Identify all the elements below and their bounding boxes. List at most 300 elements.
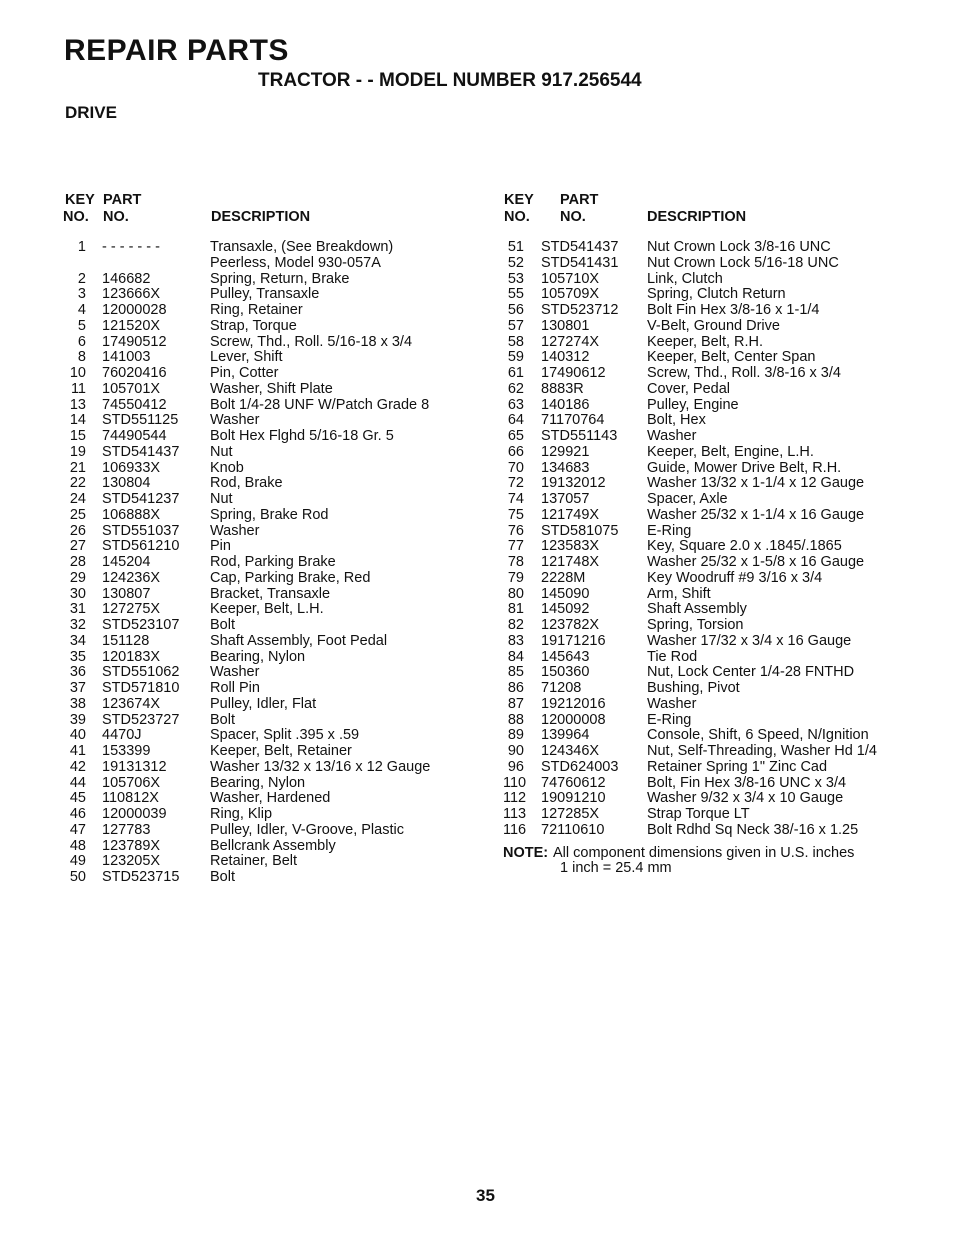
part-number: 12000028: [102, 302, 167, 318]
table-row: [62, 303, 482, 319]
part-description: Keeper, Belt, Retainer: [210, 743, 352, 759]
table-header: [62, 192, 482, 240]
part-number: STD523712: [541, 302, 619, 318]
table-row: [62, 618, 482, 634]
key-number: 55: [507, 286, 524, 303]
key-number: 56: [507, 302, 524, 318]
part-description: E-Ring: [647, 711, 692, 728]
part-description: Washer 17/32 x 3/4 x 16 Gauge: [647, 632, 852, 649]
part-description: Bolt: [210, 617, 235, 633]
part-description: Washer: [210, 522, 260, 539]
table-row: [62, 713, 482, 729]
table-row: [503, 461, 923, 477]
part-number: 17490512: [102, 333, 167, 350]
part-description: Pulley, Transaxle: [210, 286, 320, 303]
key-number: 4: [77, 302, 86, 318]
key-number: 26: [69, 522, 86, 539]
part-number: 137057: [541, 491, 590, 507]
part-description: Washer: [647, 695, 697, 712]
table-row: [62, 335, 482, 351]
part-number: 141003: [102, 349, 151, 366]
table-row: [503, 634, 923, 650]
key-number: 6: [77, 333, 86, 350]
part-number: 124346X: [541, 743, 600, 759]
part-description: Retainer, Belt: [210, 853, 298, 870]
part-description: Bolt, Fin Hex 3/8-16 UNC x 3/4: [647, 774, 847, 791]
table-row: [62, 287, 482, 303]
table-row: [62, 461, 482, 477]
part-description: Rod, Brake: [210, 475, 283, 492]
part-number: STD541237: [102, 491, 180, 507]
table-row: [503, 476, 923, 492]
part-description: Key, Square 2.0 x .1845/.1865: [647, 538, 842, 555]
part-description: Peerless, Model 930-057A: [210, 254, 381, 271]
part-description: Washer, Hardened: [210, 790, 331, 807]
part-number: 153399: [102, 743, 151, 759]
parts-table-left: [62, 192, 482, 886]
key-number: 86: [507, 680, 524, 696]
table-row: [62, 524, 482, 540]
part-number: 71170764: [541, 412, 605, 429]
key-number: 79: [507, 569, 524, 586]
part-number: STD541431: [541, 254, 619, 271]
table-row: [62, 445, 482, 461]
key-number: 96: [507, 758, 524, 775]
key-number: 36: [69, 664, 86, 681]
section-heading: DRIVE: [65, 103, 117, 122]
part-number: 127783: [102, 821, 151, 838]
part-number: 145643: [541, 648, 590, 665]
table-row: [503, 618, 923, 634]
part-description: Shaft Assembly, Foot Pedal: [210, 632, 388, 649]
table-row: [503, 319, 923, 335]
key-number: 66: [507, 443, 524, 460]
key-number: 83: [507, 632, 524, 649]
part-header-top: PART: [560, 192, 599, 208]
key-number: 38: [69, 695, 86, 712]
part-description: Nut Crown Lock 5/16-18 UNC: [647, 254, 839, 271]
part-number: STD551037: [102, 522, 180, 539]
key-number: 44: [69, 774, 86, 791]
table-row: [62, 602, 482, 618]
key-number: 24: [69, 491, 86, 507]
key-number: 45: [69, 790, 86, 807]
key-number: 10: [69, 365, 86, 381]
part-number: STD551062: [102, 664, 180, 681]
part-number: 110812X: [102, 790, 159, 807]
key-number: 25: [69, 506, 86, 523]
table-row: [62, 319, 482, 335]
key-number: 34: [69, 632, 86, 649]
part-description: Pin: [210, 538, 231, 555]
part-number: STD561210: [102, 538, 180, 555]
key-number: 61: [507, 365, 524, 381]
table-row: [62, 760, 482, 776]
key-number: 28: [69, 554, 86, 570]
key-number: 13: [69, 396, 86, 413]
table-row: [503, 728, 923, 744]
part-number: 130804: [102, 475, 151, 492]
part-number: 123789X: [102, 837, 161, 854]
table-row: [503, 508, 923, 524]
table-row: [62, 807, 482, 823]
table-row: [62, 382, 482, 398]
part-number: 123674X: [102, 695, 161, 712]
key-number: 87: [507, 695, 524, 712]
table-row: [503, 445, 923, 461]
table-row: [503, 272, 923, 288]
part-description: Washer 13/32 x 13/16 x 12 Gauge: [210, 758, 431, 775]
table-row: [62, 539, 482, 555]
part-number: 19212016: [541, 695, 606, 712]
part-number: 4470J: [102, 727, 142, 744]
part-description: Link, Clutch: [647, 270, 723, 287]
key-number: 116: [503, 821, 527, 838]
part-description: Rod, Parking Brake: [210, 554, 336, 570]
part-description: Washer: [647, 428, 697, 444]
part-description: Cover, Pedal: [647, 380, 731, 397]
key-number: 57: [507, 317, 524, 334]
table-row: [503, 665, 923, 681]
part-header-top: PART: [103, 192, 142, 208]
part-number: STD551143: [541, 428, 618, 444]
table-row: [503, 760, 923, 776]
key-number: 2: [77, 270, 86, 287]
part-number: 74490544: [102, 428, 167, 444]
part-number: STD541437: [102, 443, 180, 460]
part-number: 146682: [102, 270, 151, 287]
key-number: 21: [69, 459, 86, 476]
key-number: 29: [69, 569, 86, 586]
part-description: Keeper, Belt, R.H.: [647, 333, 764, 350]
table-row: [62, 744, 482, 760]
table-row: [62, 476, 482, 492]
part-number: 140312: [541, 349, 590, 366]
key-number: 39: [69, 711, 86, 728]
part-number: STD571810: [102, 680, 180, 696]
table-row: [62, 429, 482, 445]
part-number: STD541437: [541, 239, 619, 255]
key-number: 51: [507, 239, 524, 255]
part-description: Washer 9/32 x 3/4 x 10 Gauge: [647, 790, 844, 807]
part-description: Arm, Shift: [647, 585, 711, 602]
key-number: 50: [69, 869, 86, 885]
key-number: 110: [503, 774, 527, 791]
part-description: Spring, Torsion: [647, 617, 744, 633]
note-line-2: 1 inch = 25.4 mm: [560, 860, 672, 877]
part-description: Nut, Self-Threading, Washer Hd 1/4: [647, 743, 877, 759]
key-number: 81: [507, 601, 524, 618]
part-number: STD523727: [102, 711, 180, 728]
part-description: Bolt Hex Flghd 5/16-18 Gr. 5: [210, 428, 394, 444]
table-row: [62, 870, 482, 886]
table-row: [503, 366, 923, 382]
table-row: [62, 492, 482, 508]
table-row: [62, 398, 482, 414]
table-row: [62, 839, 482, 855]
part-number: 105701X: [102, 380, 161, 397]
table-row: [62, 791, 482, 807]
part-number: 121748X: [541, 554, 600, 570]
part-header-bottom: NO.: [560, 209, 586, 225]
key-number: 8: [77, 349, 86, 366]
part-description: Bolt: [210, 711, 235, 728]
part-description: Guide, Mower Drive Belt, R.H.: [647, 459, 842, 476]
part-number: - - - - - - -: [102, 239, 160, 255]
key-number: 80: [507, 585, 524, 602]
part-number: STD523715: [102, 869, 180, 885]
parts-list-right: [503, 240, 923, 839]
part-number: 134683: [541, 459, 590, 476]
key-number: 75: [507, 506, 524, 523]
key-number: 15: [69, 428, 86, 444]
part-description: Spacer, Axle: [647, 491, 728, 507]
part-description: Pin, Cotter: [210, 365, 279, 381]
key-number: 76: [507, 522, 524, 539]
part-description: Nut: [210, 443, 233, 460]
part-description: Spring, Return, Brake: [210, 270, 350, 287]
table-row: [503, 807, 923, 823]
part-description: Keeper, Belt, L.H.: [210, 601, 324, 618]
part-number: 76020416: [102, 365, 167, 381]
table-row: [503, 350, 923, 366]
table-row: [503, 587, 923, 603]
key-number: 85: [507, 664, 524, 681]
key-number: 89: [507, 727, 524, 744]
part-number: 106888X: [102, 506, 161, 523]
key-number: 112: [503, 790, 527, 807]
table-row: [503, 398, 923, 414]
table-row: [503, 744, 923, 760]
part-number: 19091210: [541, 790, 606, 807]
key-number: 58: [507, 333, 524, 350]
note-text: [553, 846, 854, 878]
key-number: 53: [507, 270, 524, 287]
key-header-bottom: NO.: [63, 209, 89, 225]
part-description: Washer 25/32 x 1-5/8 x 16 Gauge: [647, 554, 865, 570]
key-header-bottom: NO.: [504, 209, 530, 225]
table-row: [62, 256, 482, 272]
key-number: 64: [507, 412, 524, 429]
part-description: Nut, Lock Center 1/4-28 FNTHD: [647, 664, 855, 681]
table-row: [503, 303, 923, 319]
key-number: 70: [507, 459, 524, 476]
table-row: [62, 366, 482, 382]
table-row: [62, 697, 482, 713]
part-number: 123205X: [102, 853, 161, 870]
part-description: Washer, Shift Plate: [210, 380, 333, 397]
key-number: 52: [507, 254, 524, 271]
part-description: Shaft Assembly: [647, 601, 747, 618]
table-row: [62, 728, 482, 744]
part-number: 150360: [541, 664, 590, 681]
model-subtitle: TRACTOR - - MODEL NUMBER 917.256544: [258, 70, 642, 91]
part-description: E-Ring: [647, 522, 692, 539]
table-row: [503, 571, 923, 587]
key-number: 42: [69, 758, 86, 775]
table-row: [503, 555, 923, 571]
table-row: [62, 587, 482, 603]
table-row: [503, 681, 923, 697]
table-row: [503, 382, 923, 398]
table-row: [503, 602, 923, 618]
key-number: 49: [69, 853, 86, 870]
part-description: Washer: [210, 412, 260, 429]
table-row: [503, 776, 923, 792]
table-row: [503, 429, 923, 445]
table-row: [503, 539, 923, 555]
part-description: Ring, Klip: [210, 806, 273, 822]
key-number: 22: [69, 475, 86, 492]
table-row: [62, 240, 482, 256]
part-number: 12000008: [541, 711, 606, 728]
part-number: 130807: [102, 585, 151, 602]
key-header-top: KEY: [65, 192, 95, 208]
part-description: Spacer, Split .395 x .59: [210, 727, 360, 744]
part-description: Knob: [210, 459, 244, 476]
key-number: 14: [69, 412, 86, 429]
part-number: 123666X: [102, 286, 161, 303]
part-number: 105709X: [541, 286, 600, 303]
part-description: Key Woodruff #9 3/16 x 3/4: [647, 569, 823, 586]
table-row: [62, 508, 482, 524]
key-number: 31: [69, 601, 86, 618]
key-number: 1: [77, 239, 86, 255]
table-row: [503, 823, 923, 839]
part-number: 145090: [541, 585, 590, 602]
part-description: Bushing, Pivot: [647, 680, 740, 696]
part-number: 130801: [541, 317, 590, 334]
part-description: Cap, Parking Brake, Red: [210, 569, 371, 586]
part-description: Screw, Thd., Roll. 3/8-16 x 3/4: [647, 365, 841, 381]
part-description: Nut: [210, 491, 233, 507]
part-number: 19131312: [102, 758, 167, 775]
part-number: 127285X: [541, 806, 600, 822]
part-description: Screw, Thd., Roll. 5/16-18 x 3/4: [210, 333, 413, 350]
key-number: 88: [507, 711, 524, 728]
part-number: 17490612: [541, 365, 606, 381]
part-description: Washer: [210, 664, 260, 681]
table-row: [503, 524, 923, 540]
part-number: STD551125: [102, 412, 179, 429]
table-row: [503, 240, 923, 256]
part-description: Bearing, Nylon: [210, 774, 306, 791]
part-description: Strap Torque LT: [647, 806, 750, 822]
key-number: 62: [507, 380, 524, 397]
part-number: STD624003: [541, 758, 619, 775]
part-number: 124236X: [102, 569, 161, 586]
table-row: [62, 650, 482, 666]
table-row: [62, 571, 482, 587]
part-number: 74760612: [541, 774, 606, 791]
part-description: Washer 25/32 x 1-1/4 x 16 Gauge: [647, 506, 865, 523]
key-number: 47: [69, 821, 86, 838]
key-number: 27: [69, 538, 86, 555]
key-number: 30: [69, 585, 86, 602]
key-number: 72: [507, 475, 524, 492]
part-description: Pulley, Engine: [647, 396, 739, 413]
part-description: Keeper, Belt, Engine, L.H.: [647, 443, 814, 460]
key-number: 63: [507, 396, 524, 413]
part-description: Bolt 1/4-28 UNF W/Patch Grade 8: [210, 396, 430, 413]
key-number: 40: [69, 727, 86, 744]
key-header-top: KEY: [504, 192, 534, 208]
part-description: Nut Crown Lock 3/8-16 UNC: [647, 239, 831, 255]
part-description: Bearing, Nylon: [210, 648, 306, 665]
part-number: 106933X: [102, 459, 161, 476]
part-description: Roll Pin: [210, 680, 260, 696]
key-number: 82: [507, 617, 524, 633]
part-description: Pulley, Idler, Flat: [210, 695, 317, 712]
note-label: NOTE:: [503, 844, 549, 861]
part-number: 127275X: [102, 601, 161, 618]
part-number: 72110610: [541, 821, 605, 838]
table-row: [62, 665, 482, 681]
table-row: [62, 555, 482, 571]
key-number: 48: [69, 837, 86, 854]
key-number: 19: [69, 443, 86, 460]
part-description: Bellcrank Assembly: [210, 837, 336, 854]
table-row: [62, 776, 482, 792]
part-description: Keeper, Belt, Center Span: [647, 349, 816, 366]
key-number: 59: [507, 349, 524, 366]
table-row: [503, 492, 923, 508]
part-number: 2228M: [541, 569, 586, 586]
part-number: 120183X: [102, 648, 161, 665]
part-number: 123782X: [541, 617, 600, 633]
part-number: 74550412: [102, 396, 167, 413]
part-description: Retainer Spring 1" Zinc Cad: [647, 758, 828, 775]
part-number: 19171216: [541, 632, 606, 649]
part-number: 123583X: [541, 538, 600, 555]
key-number: 32: [69, 617, 86, 633]
table-row: [503, 713, 923, 729]
table-row: [503, 335, 923, 351]
part-number: 8883R: [541, 380, 584, 397]
key-number: 74: [507, 491, 524, 507]
part-description: V-Belt, Ground Drive: [647, 317, 780, 334]
part-description: Strap, Torque: [210, 317, 297, 334]
part-description: Bolt: [210, 869, 235, 885]
part-description: Bolt Rdhd Sq Neck 38/-16 x 1.25: [647, 821, 859, 838]
table-row: [62, 350, 482, 366]
parts-list-left: [62, 240, 482, 886]
key-number: 84: [507, 648, 524, 665]
key-number: 37: [69, 680, 86, 696]
table-row: [503, 650, 923, 666]
table-row: [62, 634, 482, 650]
part-number: 151128: [102, 632, 150, 649]
part-description: Spring, Clutch Return: [647, 286, 786, 303]
table-header: [503, 192, 923, 240]
note-line-1: All component dimensions given in U.S. inches: [553, 844, 855, 861]
part-header-bottom: NO.: [103, 209, 129, 225]
key-number: 5: [77, 317, 86, 334]
part-description: Console, Shift, 6 Speed, N/Ignition: [647, 727, 869, 744]
part-number: 12000039: [102, 806, 167, 822]
key-number: 65: [507, 428, 524, 444]
table-row: [503, 791, 923, 807]
part-description: Transaxle, (See Breakdown): [210, 239, 394, 255]
key-number: 3: [77, 286, 86, 303]
key-number: [62, 256, 86, 272]
part-description: Ring, Retainer: [210, 302, 303, 318]
part-description: Spring, Brake Rod: [210, 506, 329, 523]
key-number: 90: [507, 743, 524, 759]
part-number: 145092: [541, 601, 590, 618]
part-number: 139964: [541, 727, 590, 744]
table-row: [62, 854, 482, 870]
